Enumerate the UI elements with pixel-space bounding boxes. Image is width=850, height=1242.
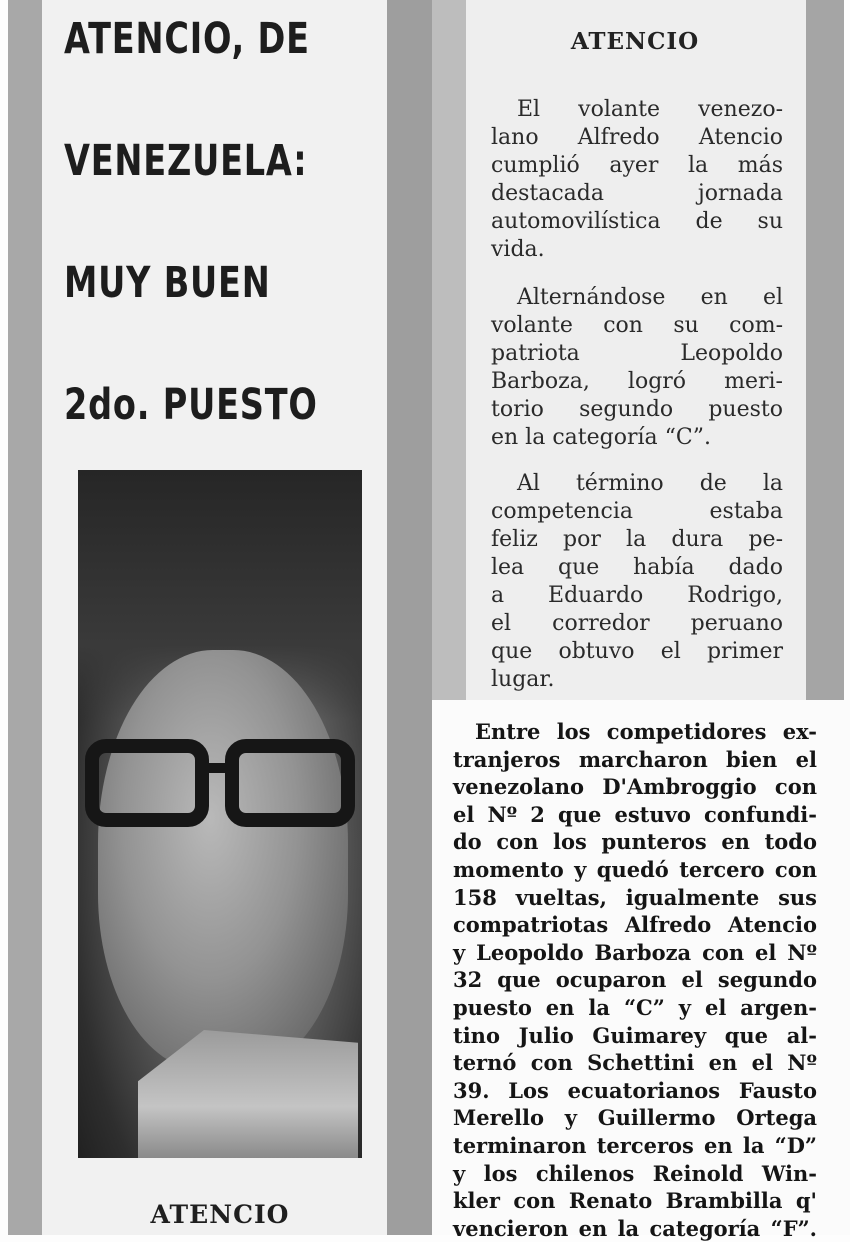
column-paragraph bbox=[491, 96, 783, 264]
headline-line: MUY BUEN bbox=[64, 258, 271, 308]
photo-caption: ATENCIO bbox=[150, 1200, 290, 1229]
text-line: tranjeros marcharon bien el bbox=[453, 746, 817, 772]
text-line: el Nº 2 que estuvo confundi- bbox=[453, 801, 817, 827]
text-line: puesto en la “C” y el argen- bbox=[453, 994, 817, 1020]
text-line: lea que había dado bbox=[491, 555, 783, 580]
text-line: en la categoría “C”. bbox=[491, 425, 711, 450]
headline-line: VENEZUELA: bbox=[64, 136, 308, 186]
text-line: volante con su com- bbox=[491, 313, 783, 338]
column-title: ATENCIO bbox=[570, 28, 700, 55]
glasses-shape bbox=[82, 738, 358, 828]
photo-face bbox=[98, 650, 348, 1070]
text-line: lano Alfredo Atencio bbox=[491, 125, 783, 150]
text-line: Alternándose en el bbox=[517, 285, 783, 310]
text-line: torio segundo puesto bbox=[491, 397, 783, 422]
text-line: 32 que ocuparon el segundo bbox=[453, 967, 817, 993]
text-line: Barboza, logró meri- bbox=[491, 369, 783, 394]
text-line: compatriotas Alfredo Atencio bbox=[453, 912, 817, 938]
text-line: cumplió ayer la más bbox=[491, 153, 783, 178]
text-line: vida. bbox=[491, 237, 545, 262]
headline bbox=[64, 14, 318, 506]
middle-strip-inner bbox=[432, 0, 466, 700]
text-line: Entre los competidores ex- bbox=[475, 719, 817, 744]
text-line: patriota Leopoldo bbox=[491, 341, 783, 366]
text-line: ternó con Schettini en el Nº bbox=[453, 1050, 817, 1076]
text-line: do con los punteros en todo bbox=[453, 829, 817, 855]
text-line: Al término de la bbox=[517, 471, 783, 496]
text-line: a Eduardo Rodrigo, bbox=[491, 583, 783, 608]
portrait-photo bbox=[78, 470, 362, 1158]
text-line: 39. Los ecuatorianos Fausto bbox=[453, 1077, 817, 1103]
text-line: momento y quedó tercero con bbox=[453, 856, 817, 882]
right-edge-strip bbox=[806, 0, 844, 700]
column-paragraph bbox=[491, 284, 783, 452]
left-edge-strip bbox=[8, 0, 42, 1235]
headline-line: 2do. PUESTO bbox=[64, 380, 318, 430]
text-line: y Leopoldo Barboza con el Nº bbox=[453, 939, 817, 965]
text-line: vencieron en la categoría “F”. bbox=[453, 1215, 817, 1241]
text-line: y los chilenos Reinold Win- bbox=[453, 1160, 817, 1186]
text-line: venezolano D'Ambroggio con bbox=[453, 774, 817, 800]
text-line: kler con Renato Brambilla q' bbox=[453, 1188, 817, 1214]
text-line: 158 vueltas, igualmente sus bbox=[453, 884, 817, 910]
text-line: destacada jornada bbox=[491, 181, 783, 206]
text-line: automovilística de su bbox=[491, 209, 783, 234]
column-paragraph bbox=[491, 470, 783, 694]
text-line: terminaron terceros en la “D” bbox=[453, 1132, 817, 1158]
text-line: el corredor peruano bbox=[491, 611, 783, 636]
text-line: El volante venezo- bbox=[517, 97, 783, 122]
text-line: competencia estaba bbox=[491, 499, 783, 524]
text-line: lugar. bbox=[491, 667, 555, 692]
middle-strip bbox=[387, 0, 432, 1235]
headline-line: ATENCIO, DE bbox=[64, 14, 310, 64]
text-line: feliz por la dura pe- bbox=[491, 527, 783, 552]
text-line: tino Julio Guimarey que al- bbox=[453, 1022, 817, 1048]
text-line: que obtuvo el primer bbox=[491, 639, 783, 664]
text-line: Merello y Guillermo Ortega bbox=[453, 1105, 817, 1131]
bottom-article-text bbox=[453, 718, 817, 1242]
